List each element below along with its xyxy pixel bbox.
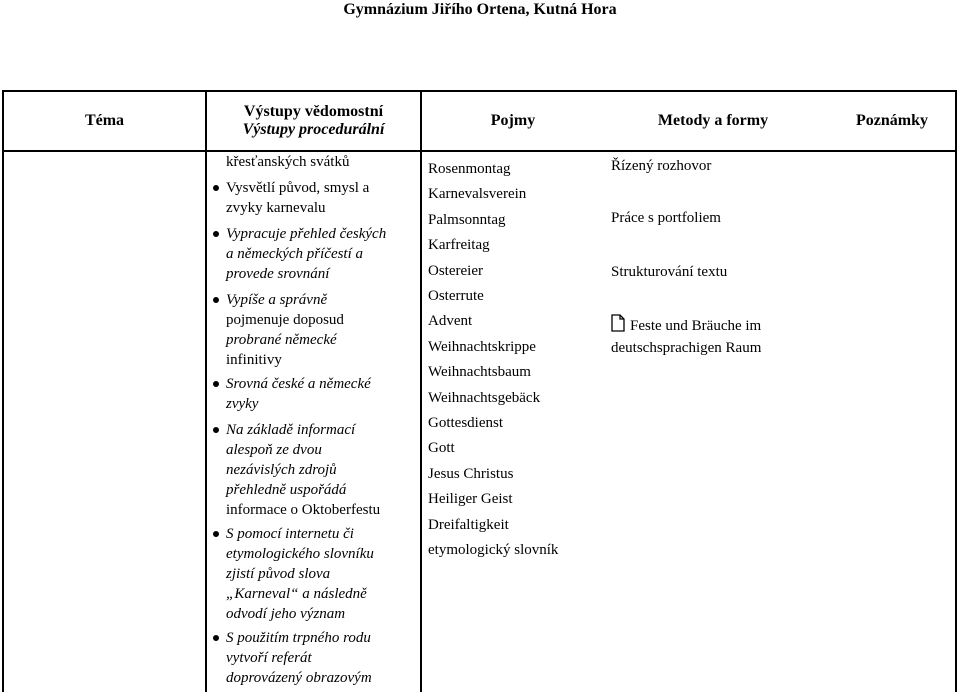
bullet-icon [213,531,219,537]
header-vystupy-proceduralni: Výstupy procedurální [242,121,385,138]
header-vystupy-vedomostni: Výstupy vědomostní [243,103,384,120]
header-poznamky [822,92,960,150]
vystupy-item-line: etymologického slovníku [226,546,374,562]
vystupy-item-line: alespoň ze dvou [226,442,322,458]
pojem-item: Advent [428,313,473,330]
header-tema [4,92,205,150]
vystupy-item-line: Na základě informací [226,422,356,438]
pojem-item: Gottesdienst [428,415,503,432]
pojem-item: Rosenmontag [428,161,511,177]
bullet-icon [213,231,219,237]
header-poznamky-label: Poznámky [856,112,928,129]
column-divider [205,92,207,692]
vystupy-item [210,524,395,624]
pojem-item: Gott [428,440,455,457]
vystupy-item-line: provede srovnání [226,266,330,282]
vystupy-item [210,224,395,284]
pojem-item: Karnevalsverein [428,186,527,203]
vystupy-item-line: infinitivy [226,352,282,368]
vystupy-item-line: zvyky karnevalu [226,200,326,216]
pojem-item: Jesus Christus [428,465,514,482]
vystupy-continuation: křesťanských svátků [226,154,350,170]
vystupy-item-line: zvyky [226,396,259,412]
pojem-item: Heiliger Geist [428,491,513,508]
document-title: Gymnázium Jiřího Ortena, Kutná Hora [343,1,617,18]
vystupy-item-line: Srovná české a německé [226,376,371,392]
metoda-item: Práce s portfoliem [611,210,721,226]
header-metody-label: Metody a formy [657,112,769,129]
metody-cell [611,156,801,358]
vystupy-item-line: informace o Oktoberfestu [226,502,381,518]
vystupy-item-line: probrané německé [226,332,337,348]
metoda-item: Strukturování textu [611,264,728,280]
vystupy-item-line: „Karneval“ a následně [226,586,367,602]
pojem-item: Weihnachtskrippe [428,338,536,355]
vystupy-item-line: Vypíše a správně [226,292,328,308]
pojem-item: Osterrute [428,288,484,305]
vystupy-item-line: S použitím trpného rodu [226,630,371,646]
vystupy-item-line: S pomocí internetu či [226,526,354,542]
header-pojmy-label: Pojmy [490,112,536,129]
bullet-icon [213,185,219,191]
vystupy-item [210,178,395,218]
pojem-item: Weihnachtsbaum [428,364,531,381]
pojem-item: Palmsonntag [428,211,506,228]
metoda-item-resource [611,314,801,358]
bullet-icon [213,427,219,433]
vystupy-item-line: a německých příčestí a [226,246,364,262]
vystupy-item-line: Vypracuje přehled českých [226,226,387,242]
header-divider [4,150,955,152]
vystupy-item-line: zjistí původ slova [226,566,331,582]
vystupy-item [210,290,395,370]
pojem-item: Karfreitag [428,237,490,254]
vystupy-item-line: Vysvětlí původ, smysl a [226,180,370,196]
pojem-item: Weihnachtsgebäck [428,389,541,406]
document-icon [611,314,625,338]
vystupy-item-line: odvodí jeho význam [226,606,346,622]
pojem-item: Dreifaltigkeit [428,516,509,533]
header-metody [628,92,798,150]
vystupy-item-line: nezávislých zdrojů [226,462,337,478]
column-divider [420,92,422,692]
vystupy-item [210,420,395,520]
pojmy-cell [428,157,598,564]
metoda-resource-line: deutschsprachigen Raum [611,340,762,356]
metoda-item: Řízený rozhovor [611,158,712,174]
vystupy-item-line: pojmenuje doposud [226,312,344,328]
pojem-item: etymologický slovník [428,542,559,559]
vystupy-item-line: doprovázený obrazovým [226,670,372,686]
bullet-icon [213,297,219,303]
vystupy-item-line: přehledně uspořádá [226,482,347,498]
curriculum-table [2,90,957,692]
header-tema-label: Téma [84,112,125,129]
header-pojmy [462,92,564,150]
bullet-icon [213,635,219,641]
vystupy-item-line: vytvoří referát [226,650,312,666]
bullet-icon [213,381,219,387]
metoda-resource-line: Feste und Bräuche im [630,318,762,334]
vystupy-item [210,628,395,688]
header-vystupy [207,92,420,150]
pojem-item: Ostereier [428,262,483,279]
vystupy-item [210,374,395,414]
